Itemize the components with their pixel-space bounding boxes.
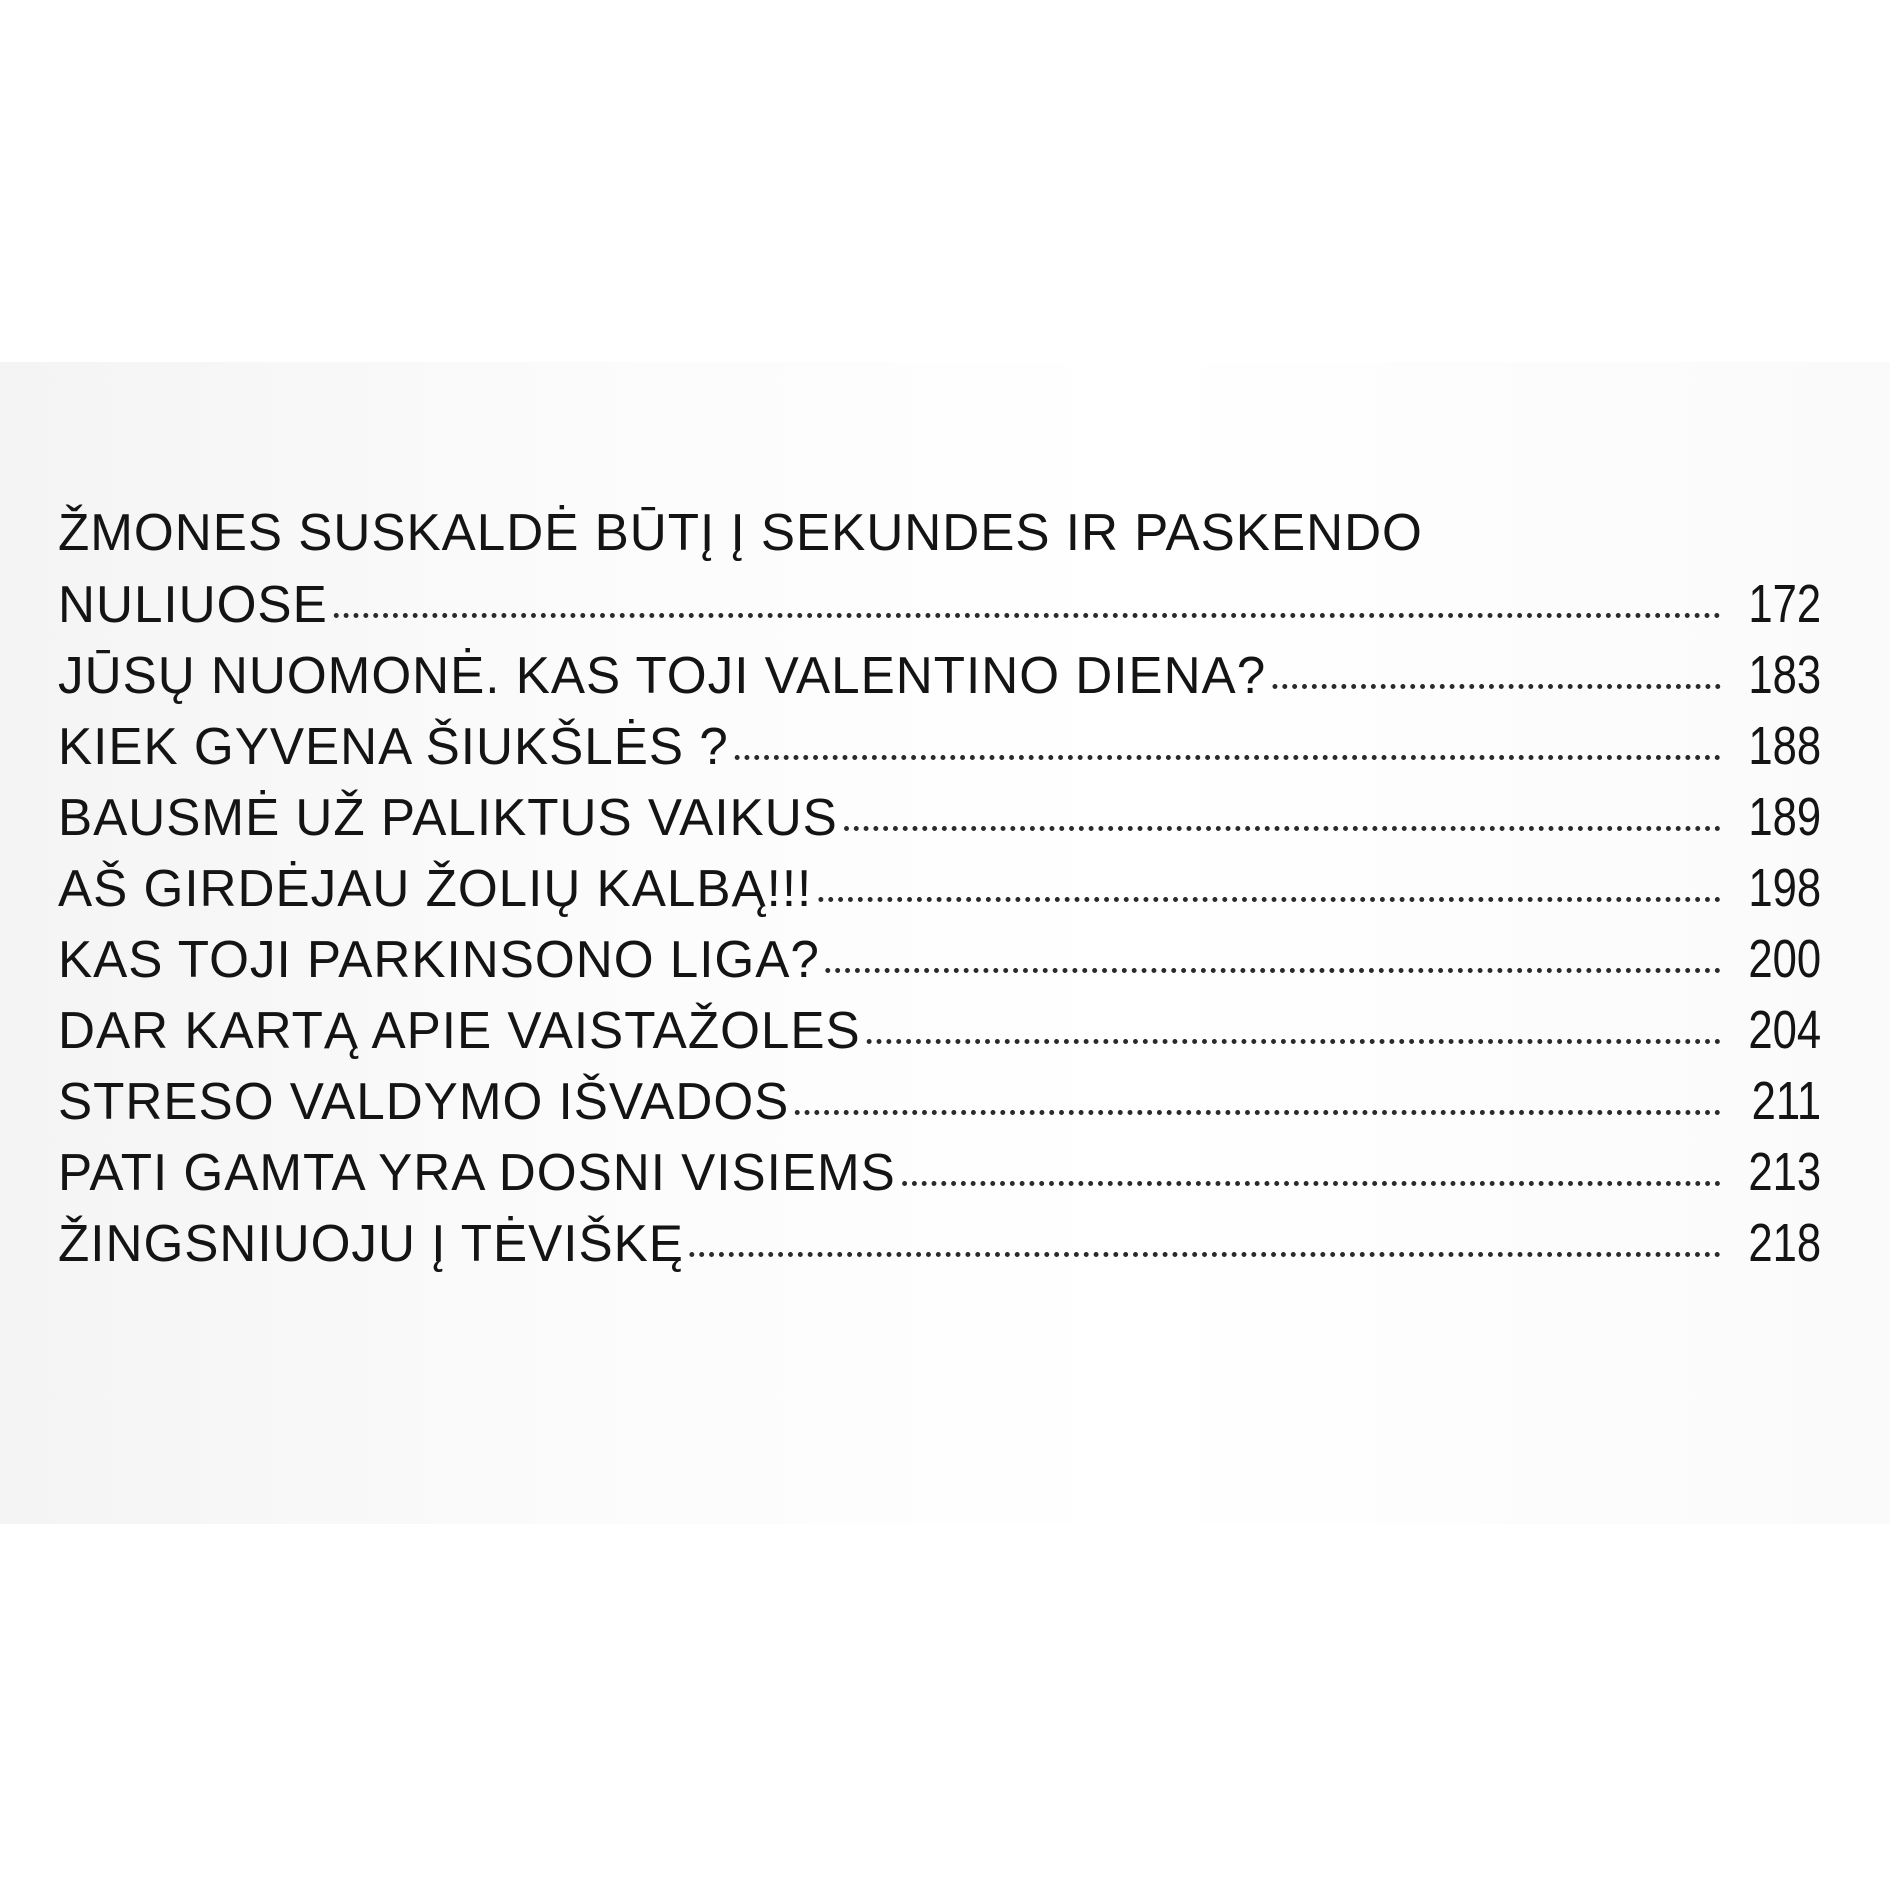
toc-entry-page: 198 [1748,858,1822,918]
toc-entry-title: ŽMONES SUSKALDĖ BŪTĮ Į SEKUNDES IR PASKENDO [58,504,1423,562]
dot-leader [902,1181,1721,1186]
toc-entry-title: KIEK GYVENA ŠIUKŠLĖS ? [58,718,729,776]
toc-entry [58,1208,1821,1279]
toc-entry [58,640,1821,711]
toc-entry-title: KAS TOJI PARKINSONO LIGA? [58,931,820,989]
toc-entry-title: JŪSŲ NUOMONĖ. KAS TOJI VALENTINO DIENA? [58,647,1267,705]
dot-leader [1272,684,1721,689]
toc-entry-title: ŽINGSNIUOJU Į TĖVIŠKĘ [58,1215,684,1273]
toc-entry-title: DAR KARTĄ APIE VAISTAŽOLES [58,1002,861,1060]
toc-entry-title: STRESO VALDYMO IŠVADOS [58,1073,790,1131]
toc-entry-title-line [58,498,1821,569]
toc-entry-page: 211 [1751,1071,1822,1131]
toc-entry-title: BAUSMĖ UŽ PALIKTUS VAIKUS [58,789,838,847]
toc-entry-title: AŠ GIRDĖJAU ŽOLIŲ KALBĄ!!! [58,860,813,918]
toc-entry-page: 218 [1748,1213,1822,1273]
table-of-contents [58,498,1821,1279]
toc-entry [58,782,1821,853]
toc-entry-page: 213 [1748,1142,1822,1202]
toc-entry [58,853,1821,924]
toc-entry [58,1137,1821,1208]
toc-entry-page: 200 [1748,929,1822,989]
dot-leader [826,968,1721,973]
toc-entry-page: 188 [1748,716,1822,776]
toc-entry-page: 172 [1748,574,1822,634]
toc-entry [58,711,1821,782]
toc-entry [58,995,1821,1066]
toc-entry [58,569,1821,640]
dot-leader [690,1252,1721,1257]
toc-entry-title: PATI GAMTA YRA DOSNI VISIEMS [58,1144,896,1202]
toc-entry-page: 183 [1748,645,1822,705]
dot-leader [867,1039,1721,1044]
toc-entry-page: 204 [1748,1000,1822,1060]
toc-entry-page: 189 [1748,787,1822,847]
dot-leader [334,613,1721,618]
toc-entry [58,924,1821,995]
dot-leader [735,755,1721,760]
toc-entry [58,1066,1821,1137]
toc-entry-title: NULIUOSE [58,576,328,634]
dot-leader [844,826,1721,831]
dot-leader [795,1110,1720,1115]
dot-leader [818,897,1720,902]
